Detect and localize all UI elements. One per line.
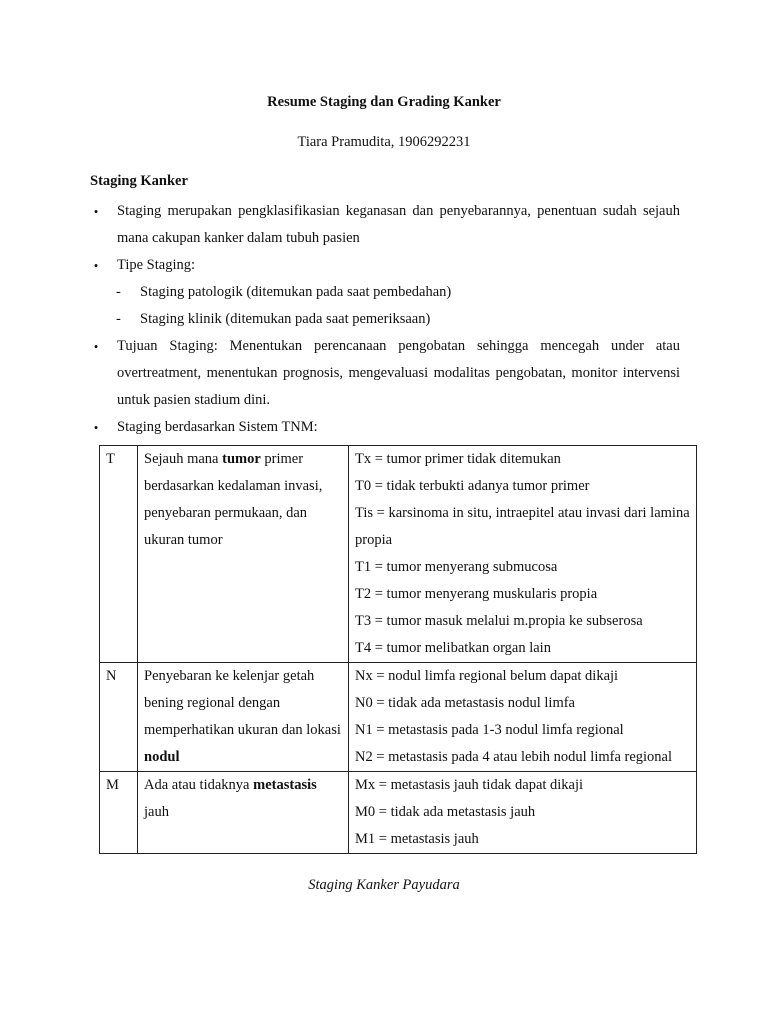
sub-item-text: Staging klinik (ditemukan pada saat pemeriksaan) [140, 311, 431, 327]
table-row-m [100, 772, 697, 854]
category-line: T4 = tumor melibatkan organ lain [355, 640, 551, 656]
tnm-table [99, 445, 697, 854]
category-line: T2 = tumor menyerang muskularis propia [355, 586, 598, 602]
document-title: Resume Staging dan Grading Kanker [267, 94, 501, 110]
dash-marker: - [116, 311, 121, 327]
author-line: Tiara Pramudita, 1906292231 [297, 134, 471, 150]
bullet-marker: • [93, 204, 99, 219]
bullet-marker: • [93, 339, 99, 354]
cell-categories [349, 772, 697, 854]
bullet-text-definition: Staging merupakan pengklasifikasian keganasan dan penyebarannya, penentuan sudah sejauh mana cakupan kanker dalam tubuh pasien [117, 203, 680, 246]
description-bold: tumor [222, 451, 261, 467]
category-line: Tis = karsinoma in situ, intraepitel atau invasi dari lamina propia [355, 505, 690, 548]
category-line: Tx = tumor primer tidak ditemukan [355, 451, 561, 467]
description-text: Penyebaran ke kelenjar getah bening regional dengan memperhatikan ukuran dan lokasi [144, 668, 341, 738]
cell-code: M [100, 772, 138, 854]
description-text: Sejauh mana [144, 451, 223, 467]
list-item [90, 252, 680, 279]
cell-description [138, 663, 349, 772]
sub-list-item [90, 306, 680, 333]
description-text: jauh [144, 804, 169, 820]
bullet-list [90, 198, 680, 441]
sub-list-item [90, 279, 680, 306]
category-line: Nx = nodul limfa regional belum dapat dikaji [355, 668, 619, 684]
category-line: N2 = metastasis pada 4 atau lebih nodul limfa regional [355, 749, 673, 765]
category-line: M0 = tidak ada metastasis jauh [355, 804, 536, 820]
table-row-n [100, 663, 697, 772]
category-line: T0 = tidak terbukti adanya tumor primer [355, 478, 590, 494]
category-line: N1 = metastasis pada 1-3 nodul limfa regional [355, 722, 624, 738]
sub-item-text: Staging patologik (ditemukan pada saat pembedahan) [140, 284, 452, 300]
dash-marker: - [116, 284, 121, 300]
category-line: N0 = tidak ada metastasis nodul limfa [355, 695, 575, 711]
cell-description [138, 446, 349, 663]
category-line: T1 = tumor menyerang submucosa [355, 559, 558, 575]
figure-caption: Staging Kanker Payudara [308, 877, 460, 893]
cell-categories [349, 663, 697, 772]
list-item [90, 198, 680, 252]
bullet-marker: • [93, 420, 99, 435]
table-row-t [100, 446, 697, 663]
list-item [90, 333, 680, 414]
cell-categories [349, 446, 697, 663]
cell-code: N [100, 663, 138, 772]
cell-code: T [100, 446, 138, 663]
description-bold: nodul [144, 749, 180, 765]
bullet-text-tnm: Staging berdasarkan Sistem TNM: [117, 419, 318, 435]
description-text: Ada atau tidaknya [144, 777, 254, 793]
list-item [90, 414, 680, 441]
bullet-marker: • [93, 258, 99, 273]
description-bold: metastasis [253, 777, 317, 793]
category-line: M1 = metastasis jauh [355, 831, 479, 847]
category-line: Mx = metastasis jauh tidak dapat dikaji [355, 777, 584, 793]
section-heading: Staging Kanker [90, 173, 188, 189]
bullet-text-purpose: Tujuan Staging: Menentukan perencanaan pengobatan sehingga mencegah under atau overtreatment, menentukan prognosis, mengevaluasi modalitas pengobatan, monitor intervensi untuk pasien stadium dini. [117, 338, 680, 408]
cell-description [138, 772, 349, 854]
sub-list [90, 279, 680, 333]
bullet-text-types: Tipe Staging: [117, 257, 196, 273]
category-line: T3 = tumor masuk melalui m.propia ke subserosa [355, 613, 643, 629]
description-text: primer berdasarkan kedalaman invasi, penyebaran permukaan, dan ukuran tumor [144, 451, 323, 548]
